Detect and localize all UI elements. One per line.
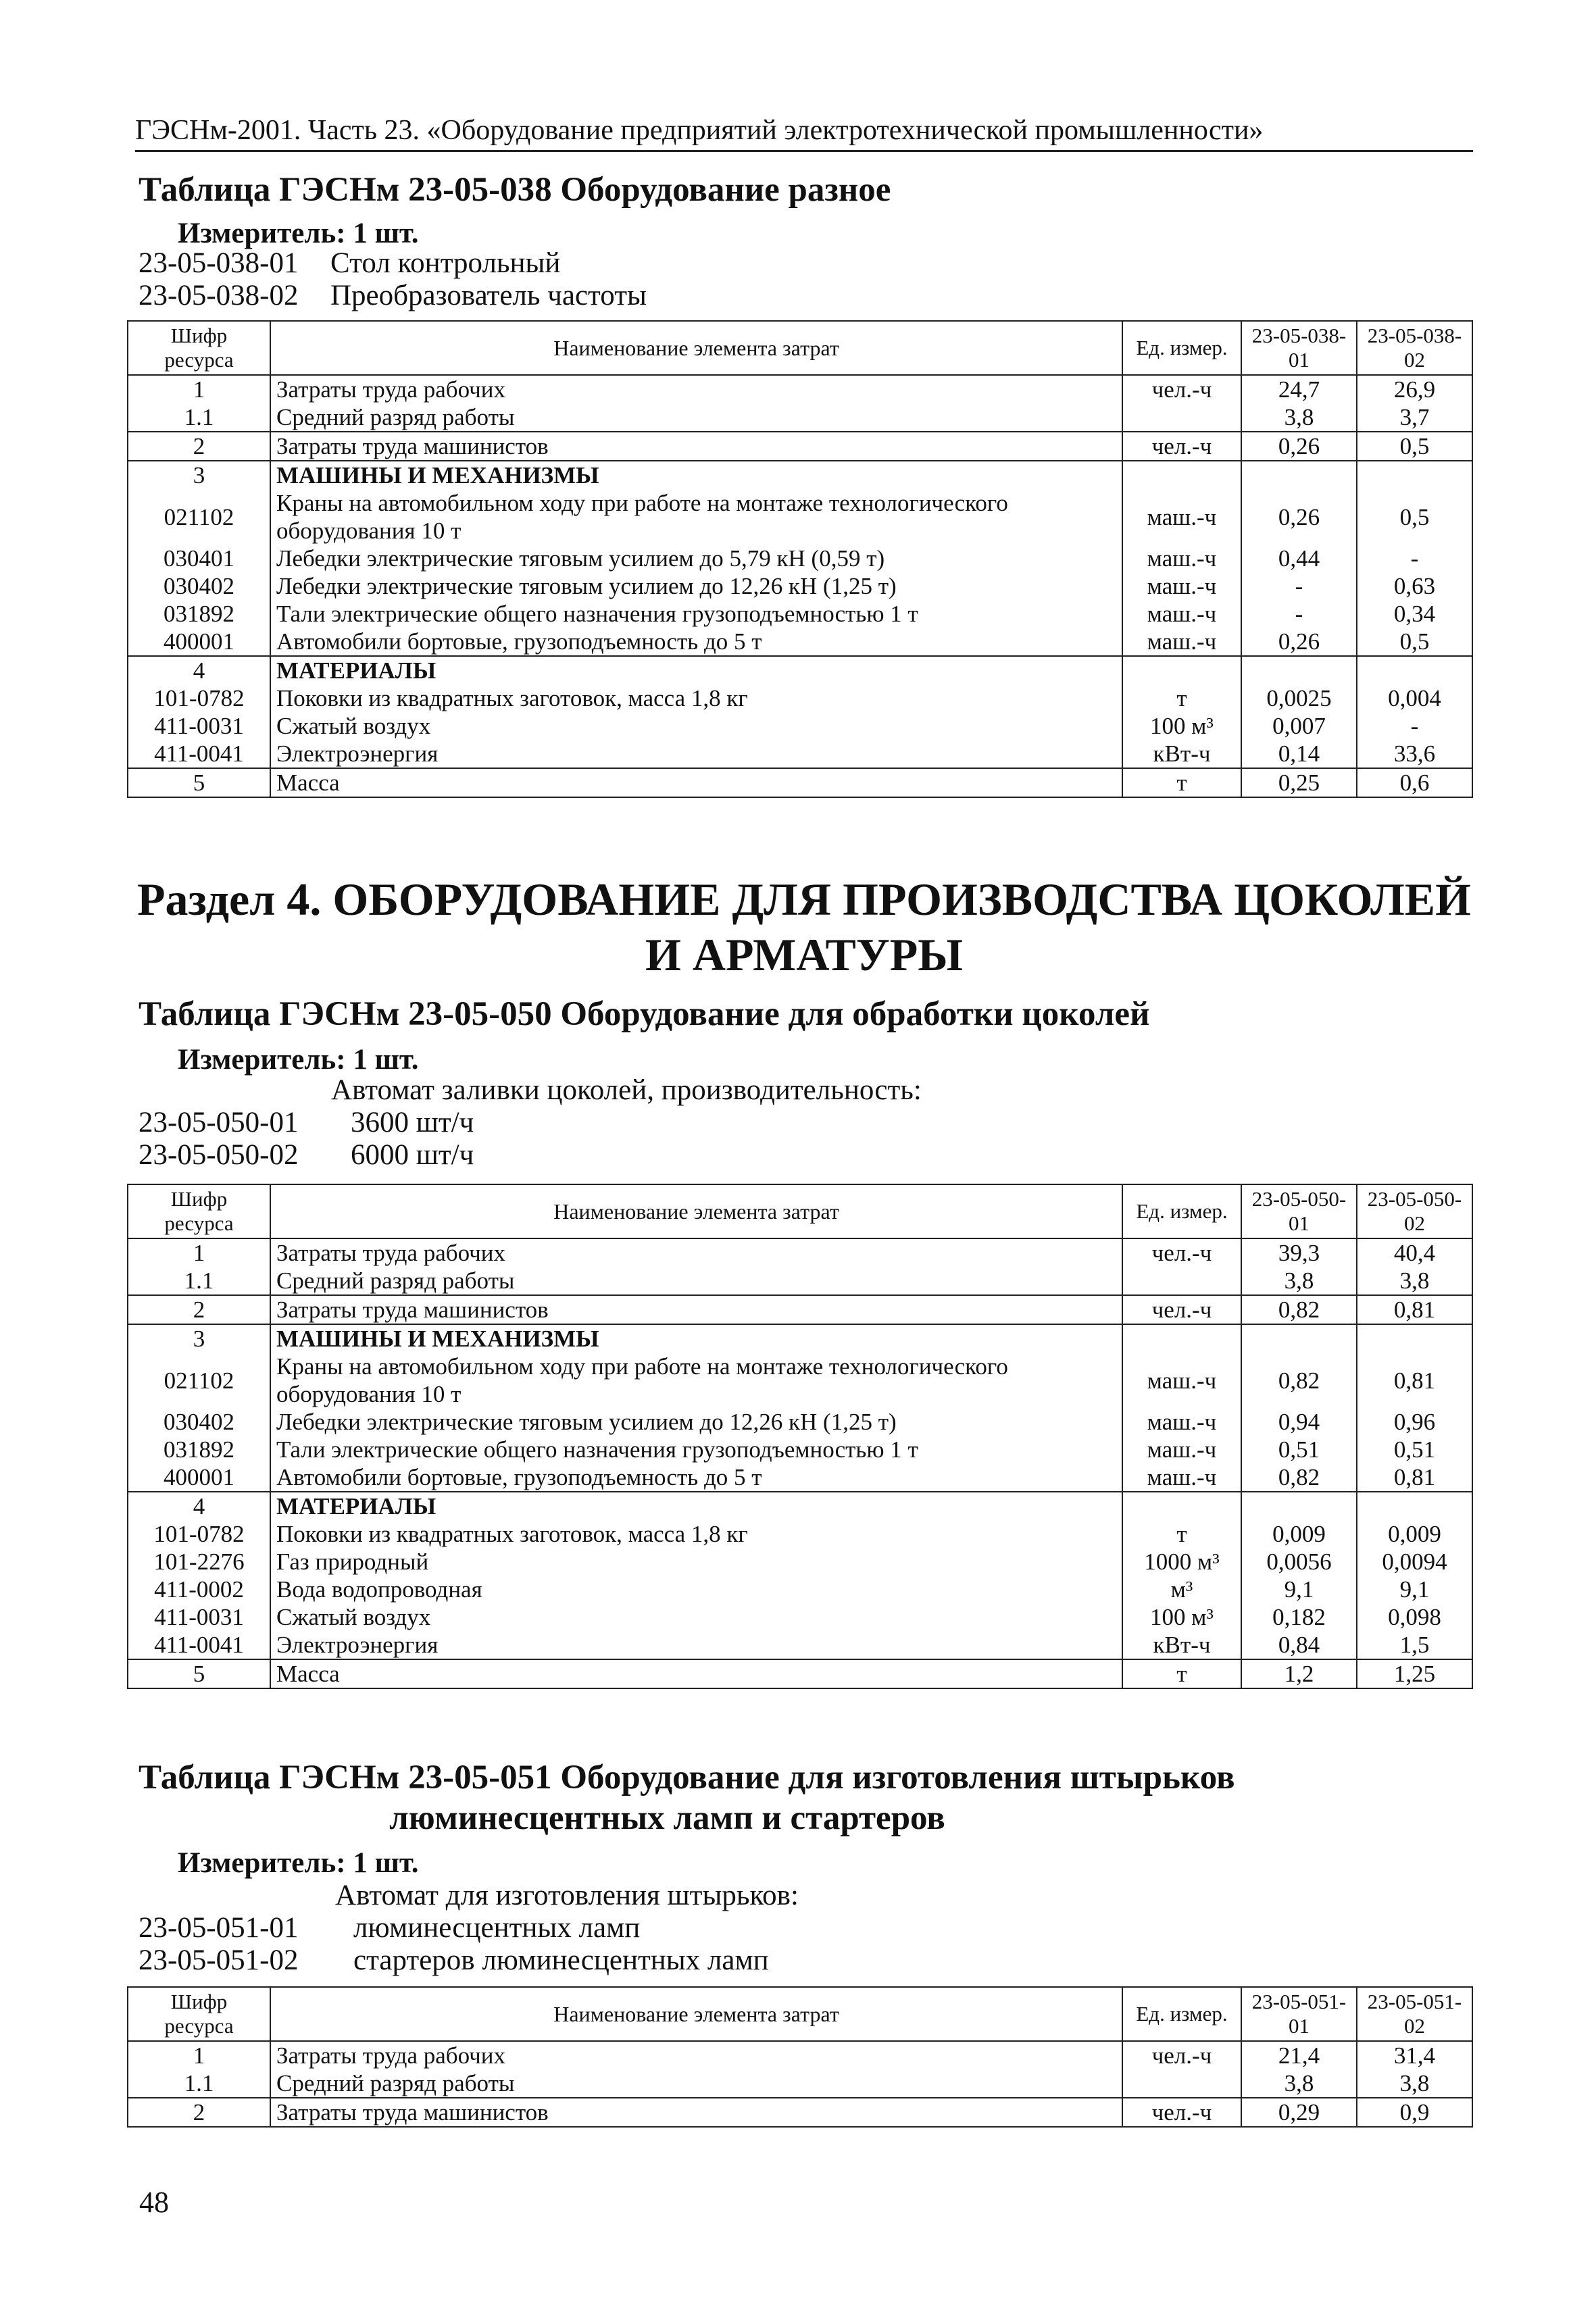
table-051-title-line2: люминесцентных ламп и стартеров <box>389 1799 945 1837</box>
table-row <box>128 1631 1472 1659</box>
resource-code-cell: 5 <box>128 1659 270 1688</box>
unit-cell <box>1122 403 1241 432</box>
table-row <box>128 489 1472 545</box>
cost-element-cell: Электроэнергия <box>270 740 1122 768</box>
value-a-cell: 0,82 <box>1241 1353 1357 1408</box>
resource-code-cell: 4 <box>128 1492 270 1520</box>
resource-code-cell: 3 <box>128 461 270 489</box>
value-a-cell: 0,26 <box>1241 432 1357 461</box>
unit-cell: чел.-ч <box>1122 375 1241 403</box>
cost-element-cell: Поковки из квадратных заготовок, масса 1,8 кг <box>270 1520 1122 1548</box>
table-header-row <box>128 1184 1472 1238</box>
table-row <box>128 1408 1472 1436</box>
col-unit-header: Ед. измер. <box>1122 1987 1241 2041</box>
code-description: люминесцентных ламп <box>353 1912 641 1944</box>
table-row <box>128 572 1472 600</box>
value-a-cell: 0,44 <box>1241 545 1357 572</box>
code: 23-05-038-02 <box>139 280 299 311</box>
value-a-cell: 0,26 <box>1241 628 1357 656</box>
value-a-cell: - <box>1241 600 1357 628</box>
value-a-cell <box>1241 656 1357 684</box>
page-number: 48 <box>139 2186 169 2219</box>
unit-cell <box>1122 1492 1241 1520</box>
cost-element-cell: Масса <box>270 1659 1122 1688</box>
table-row <box>128 1603 1472 1631</box>
cost-element-cell: МАШИНЫ И МЕХАНИЗМЫ <box>270 461 1122 489</box>
table-row <box>128 1520 1472 1548</box>
value-a-cell: 0,94 <box>1241 1408 1357 1436</box>
unit-cell: маш.-ч <box>1122 572 1241 600</box>
table-050-code-line <box>139 1105 474 1140</box>
unit-cell <box>1122 1267 1241 1295</box>
table-row <box>128 403 1472 432</box>
cost-element-cell: Затраты труда рабочих <box>270 375 1122 403</box>
value-a-cell <box>1241 1492 1357 1520</box>
value-b-cell: 0,6 <box>1357 768 1472 797</box>
unit-cell: чел.-ч <box>1122 2041 1241 2069</box>
value-a-cell: 0,0025 <box>1241 684 1357 712</box>
value-a-cell: - <box>1241 572 1357 600</box>
table-051-code-line <box>139 1943 769 1978</box>
value-b-cell: 0,51 <box>1357 1436 1472 1463</box>
cost-element-cell: Поковки из квадратных заготовок, масса 1,8 кг <box>270 684 1122 712</box>
code-description: Преобразователь частоты <box>330 280 647 311</box>
cost-element-cell: Сжатый воздух <box>270 712 1122 740</box>
resource-code-cell: 400001 <box>128 628 270 656</box>
table-row <box>128 2098 1472 2127</box>
unit-cell: кВт-ч <box>1122 740 1241 768</box>
cost-element-cell: МАТЕРИАЛЫ <box>270 656 1122 684</box>
table-051-code-line <box>139 1911 641 1946</box>
resource-code-cell: 400001 <box>128 1463 270 1492</box>
table-050-subtitle: Автомат заливки цоколей, производительность: <box>331 1074 922 1106</box>
value-b-cell: 0,63 <box>1357 572 1472 600</box>
value-a-cell: 0,182 <box>1241 1603 1357 1631</box>
value-a-cell: 3,8 <box>1241 403 1357 432</box>
cost-element-cell: Затраты труда рабочих <box>270 2041 1122 2069</box>
cost-element-cell: Средний разряд работы <box>270 2069 1122 2098</box>
value-a-cell: 21,4 <box>1241 2041 1357 2069</box>
section-title: Раздел 4. ОБОРУДОВАНИЕ ДЛЯ ПРОИЗВОДСТВА ЦОКОЛЕЙ И АРМАТУРЫ <box>137 874 1471 980</box>
cost-element-cell: Лебедки электрические тяговым усилием до 12,26 кН (1,25 т) <box>270 1408 1122 1436</box>
unit-cell: т <box>1122 684 1241 712</box>
table-038-title: Таблица ГЭСНм 23-05-038 Оборудование разное <box>139 171 891 209</box>
value-a-cell <box>1241 461 1357 489</box>
resource-code-cell: 101-0782 <box>128 1520 270 1548</box>
cost-element-cell: МАТЕРИАЛЫ <box>270 1492 1122 1520</box>
value-b-cell: - <box>1357 545 1472 572</box>
unit-cell: кВт-ч <box>1122 1631 1241 1659</box>
table-row <box>128 1295 1472 1324</box>
table-row <box>128 740 1472 768</box>
cost-element-cell: Затраты труда машинистов <box>270 432 1122 461</box>
table-row <box>128 1436 1472 1463</box>
table-row <box>128 1659 1472 1688</box>
unit-cell: маш.-ч <box>1122 1463 1241 1492</box>
col-b-header: 23-05-051-02 <box>1357 1987 1472 2041</box>
col-code-header: Шифр ресурса <box>128 1184 270 1238</box>
value-b-cell: 1,25 <box>1357 1659 1472 1688</box>
resource-code-cell: 2 <box>128 2098 270 2127</box>
unit-cell: чел.-ч <box>1122 432 1241 461</box>
col-unit-header: Ед. измер. <box>1122 321 1241 375</box>
code-description: стартеров люминесцентных ламп <box>353 1944 769 1976</box>
resource-code-cell: 021102 <box>128 489 270 545</box>
cost-element-cell: МАШИНЫ И МЕХАНИЗМЫ <box>270 1324 1122 1353</box>
table-row <box>128 1548 1472 1576</box>
cost-element-cell: Автомобили бортовые, грузоподъемность до 5 т <box>270 1463 1122 1492</box>
resource-code-cell: 031892 <box>128 1436 270 1463</box>
table-051-unit: Измеритель: 1 шт. <box>178 1847 419 1879</box>
col-a-header: 23-05-038-01 <box>1241 321 1357 375</box>
table-row <box>128 628 1472 656</box>
unit-cell: 1000 м³ <box>1122 1548 1241 1576</box>
col-code-header: Шифр ресурса <box>128 321 270 375</box>
resource-code-cell: 411-0031 <box>128 1603 270 1631</box>
value-b-cell: - <box>1357 712 1472 740</box>
table-row <box>128 1492 1472 1520</box>
table-038-code-line <box>139 278 647 313</box>
cost-element-cell: Средний разряд работы <box>270 1267 1122 1295</box>
resource-code-cell: 030401 <box>128 545 270 572</box>
table-row <box>128 1324 1472 1353</box>
unit-cell: маш.-ч <box>1122 1436 1241 1463</box>
cost-element-cell: Вода водопроводная <box>270 1576 1122 1603</box>
value-b-cell: 0,098 <box>1357 1603 1472 1631</box>
cost-element-cell: Затраты труда рабочих <box>270 1238 1122 1267</box>
unit-cell: чел.-ч <box>1122 2098 1241 2127</box>
table-row <box>128 768 1472 797</box>
col-name-header: Наименование элемента затрат <box>270 1987 1122 2041</box>
table-row <box>128 684 1472 712</box>
table-row <box>128 1463 1472 1492</box>
table-row <box>128 712 1472 740</box>
resource-code-cell: 1 <box>128 375 270 403</box>
table-038-unit: Измеритель: 1 шт. <box>178 218 419 249</box>
resource-code-cell: 4 <box>128 656 270 684</box>
code: 23-05-038-01 <box>139 247 299 279</box>
cost-element-cell: Тали электрические общего назначения грузоподъемностью 1 т <box>270 600 1122 628</box>
resource-code-cell: 411-0041 <box>128 1631 270 1659</box>
cost-element-cell: Автомобили бортовые, грузоподъемность до 5 т <box>270 628 1122 656</box>
resource-code-cell: 1 <box>128 2041 270 2069</box>
unit-cell: т <box>1122 1520 1241 1548</box>
value-b-cell: 3,8 <box>1357 1267 1472 1295</box>
table-050-code-line <box>139 1138 474 1173</box>
value-b-cell: 0,81 <box>1357 1295 1472 1324</box>
unit-cell: чел.-ч <box>1122 1295 1241 1324</box>
value-b-cell: 9,1 <box>1357 1576 1472 1603</box>
value-a-cell: 0,82 <box>1241 1295 1357 1324</box>
running-header: ГЭСНм-2001. Часть 23. «Оборудование предприятий электротехнической промышленности» <box>135 112 1473 152</box>
value-b-cell: 0,009 <box>1357 1520 1472 1548</box>
value-a-cell: 3,8 <box>1241 2069 1357 2098</box>
col-a-header: 23-05-051-01 <box>1241 1987 1357 2041</box>
value-a-cell: 0,84 <box>1241 1631 1357 1659</box>
cost-element-cell: Лебедки электрические тяговым усилием до 5,79 кН (0,59 т) <box>270 545 1122 572</box>
col-a-header: 23-05-050-01 <box>1241 1184 1357 1238</box>
value-b-cell <box>1357 1324 1472 1353</box>
resource-code-cell: 3 <box>128 1324 270 1353</box>
unit-cell <box>1122 2069 1241 2098</box>
cost-element-cell: Средний разряд работы <box>270 403 1122 432</box>
unit-cell: маш.-ч <box>1122 1408 1241 1436</box>
unit-cell: маш.-ч <box>1122 489 1241 545</box>
value-a-cell: 0,29 <box>1241 2098 1357 2127</box>
unit-cell: чел.-ч <box>1122 1238 1241 1267</box>
col-name-header: Наименование элемента затрат <box>270 321 1122 375</box>
cost-element-cell: Лебедки электрические тяговым усилием до 12,26 кН (1,25 т) <box>270 572 1122 600</box>
code-description: 3600 шт/ч <box>351 1107 474 1138</box>
value-a-cell: 0,82 <box>1241 1463 1357 1492</box>
unit-cell: маш.-ч <box>1122 1353 1241 1408</box>
value-b-cell: 0,96 <box>1357 1408 1472 1436</box>
resource-code-cell: 030402 <box>128 1408 270 1436</box>
value-b-cell <box>1357 1492 1472 1520</box>
table-050-title: Таблица ГЭСНм 23-05-050 Оборудование для обработки цоколей <box>139 995 1150 1033</box>
table-row <box>128 375 1472 403</box>
unit-cell <box>1122 656 1241 684</box>
resource-code-cell: 030402 <box>128 572 270 600</box>
value-b-cell: 0,81 <box>1357 1353 1472 1408</box>
value-b-cell: 1,5 <box>1357 1631 1472 1659</box>
cost-element-cell: Сжатый воздух <box>270 1603 1122 1631</box>
resource-code-cell: 101-0782 <box>128 684 270 712</box>
value-b-cell <box>1357 656 1472 684</box>
resource-code-cell: 411-0031 <box>128 712 270 740</box>
value-b-cell: 0,81 <box>1357 1463 1472 1492</box>
value-b-cell: 3,7 <box>1357 403 1472 432</box>
col-name-header: Наименование элемента затрат <box>270 1184 1122 1238</box>
code-description: 6000 шт/ч <box>351 1139 474 1171</box>
table-row <box>128 600 1472 628</box>
value-b-cell: 33,6 <box>1357 740 1472 768</box>
value-b-cell: 0,004 <box>1357 684 1472 712</box>
col-unit-header: Ед. измер. <box>1122 1184 1241 1238</box>
value-a-cell: 0,26 <box>1241 489 1357 545</box>
cost-element-cell: Краны на автомобильном ходу при работе на монтаже технологического оборудования 10 т <box>270 489 1122 545</box>
table-row <box>128 461 1472 489</box>
value-b-cell: 0,0094 <box>1357 1548 1472 1576</box>
value-b-cell: 0,9 <box>1357 2098 1472 2127</box>
value-a-cell: 0,51 <box>1241 1436 1357 1463</box>
unit-cell: 100 м³ <box>1122 1603 1241 1631</box>
table-row <box>128 432 1472 461</box>
cost-element-cell: Затраты труда машинистов <box>270 1295 1122 1324</box>
unit-cell: маш.-ч <box>1122 628 1241 656</box>
table-row <box>128 1238 1472 1267</box>
table-038-code-line <box>139 246 561 281</box>
value-a-cell: 1,2 <box>1241 1659 1357 1688</box>
table-050-unit: Измеритель: 1 шт. <box>178 1044 419 1076</box>
resource-code-cell: 2 <box>128 432 270 461</box>
table-row <box>128 1267 1472 1295</box>
code: 23-05-050-02 <box>139 1139 299 1171</box>
col-b-header: 23-05-038-02 <box>1357 321 1472 375</box>
resource-code-cell: 411-0041 <box>128 740 270 768</box>
table-header-row <box>128 1987 1472 2041</box>
col-b-header: 23-05-050-02 <box>1357 1184 1472 1238</box>
table-050 <box>127 1184 1473 1689</box>
resource-code-cell: 1 <box>128 1238 270 1267</box>
table-header-row <box>128 321 1472 375</box>
table-051-title: Таблица ГЭСНм 23-05-051 Оборудование для изготовления штырьков <box>139 1759 1235 1796</box>
resource-code-cell: 2 <box>128 1295 270 1324</box>
resource-code-cell: 1.1 <box>128 403 270 432</box>
cost-element-cell: Газ природный <box>270 1548 1122 1576</box>
cost-element-cell: Масса <box>270 768 1122 797</box>
cost-element-cell: Электроэнергия <box>270 1631 1122 1659</box>
cost-element-cell: Тали электрические общего назначения грузоподъемностью 1 т <box>270 1436 1122 1463</box>
value-a-cell: 39,3 <box>1241 1238 1357 1267</box>
code: 23-05-051-02 <box>139 1944 299 1976</box>
value-a-cell: 24,7 <box>1241 375 1357 403</box>
unit-cell: м³ <box>1122 1576 1241 1603</box>
resource-code-cell: 411-0002 <box>128 1576 270 1603</box>
unit-cell: маш.-ч <box>1122 545 1241 572</box>
value-a-cell: 0,14 <box>1241 740 1357 768</box>
resource-code-cell: 1.1 <box>128 1267 270 1295</box>
resource-code-cell: 1.1 <box>128 2069 270 2098</box>
unit-cell: т <box>1122 768 1241 797</box>
cost-element-cell: Затраты труда машинистов <box>270 2098 1122 2127</box>
value-b-cell: 3,8 <box>1357 2069 1472 2098</box>
value-a-cell: 0,25 <box>1241 768 1357 797</box>
unit-cell: т <box>1122 1659 1241 1688</box>
table-row <box>128 1576 1472 1603</box>
table-051-subtitle: Автомат для изготовления штырьков: <box>335 1880 799 1911</box>
unit-cell <box>1122 1324 1241 1353</box>
value-b-cell: 0,34 <box>1357 600 1472 628</box>
value-b-cell: 40,4 <box>1357 1238 1472 1267</box>
value-b-cell <box>1357 461 1472 489</box>
value-b-cell: 0,5 <box>1357 628 1472 656</box>
table-row <box>128 656 1472 684</box>
resource-code-cell: 5 <box>128 768 270 797</box>
table-row <box>128 2069 1472 2098</box>
value-b-cell: 26,9 <box>1357 375 1472 403</box>
table-row <box>128 2041 1472 2069</box>
col-code-header: Шифр ресурса <box>128 1987 270 2041</box>
table-038 <box>127 320 1473 798</box>
resource-code-cell: 021102 <box>128 1353 270 1408</box>
unit-cell: 100 м³ <box>1122 712 1241 740</box>
value-a-cell: 0,0056 <box>1241 1548 1357 1576</box>
code-description: Стол контрольный <box>330 247 561 279</box>
code: 23-05-051-01 <box>139 1912 299 1944</box>
value-a-cell <box>1241 1324 1357 1353</box>
resource-code-cell: 101-2276 <box>128 1548 270 1576</box>
unit-cell <box>1122 461 1241 489</box>
cost-element-cell: Краны на автомобильном ходу при работе на монтаже технологического оборудования 10 т <box>270 1353 1122 1408</box>
value-b-cell: 31,4 <box>1357 2041 1472 2069</box>
value-a-cell: 9,1 <box>1241 1576 1357 1603</box>
code: 23-05-050-01 <box>139 1107 299 1138</box>
unit-cell: маш.-ч <box>1122 600 1241 628</box>
value-b-cell: 0,5 <box>1357 432 1472 461</box>
value-a-cell: 3,8 <box>1241 1267 1357 1295</box>
value-a-cell: 0,007 <box>1241 712 1357 740</box>
table-row <box>128 1353 1472 1408</box>
table-row <box>128 545 1472 572</box>
resource-code-cell: 031892 <box>128 600 270 628</box>
table-051 <box>127 1986 1473 2128</box>
value-b-cell: 0,5 <box>1357 489 1472 545</box>
value-a-cell: 0,009 <box>1241 1520 1357 1548</box>
